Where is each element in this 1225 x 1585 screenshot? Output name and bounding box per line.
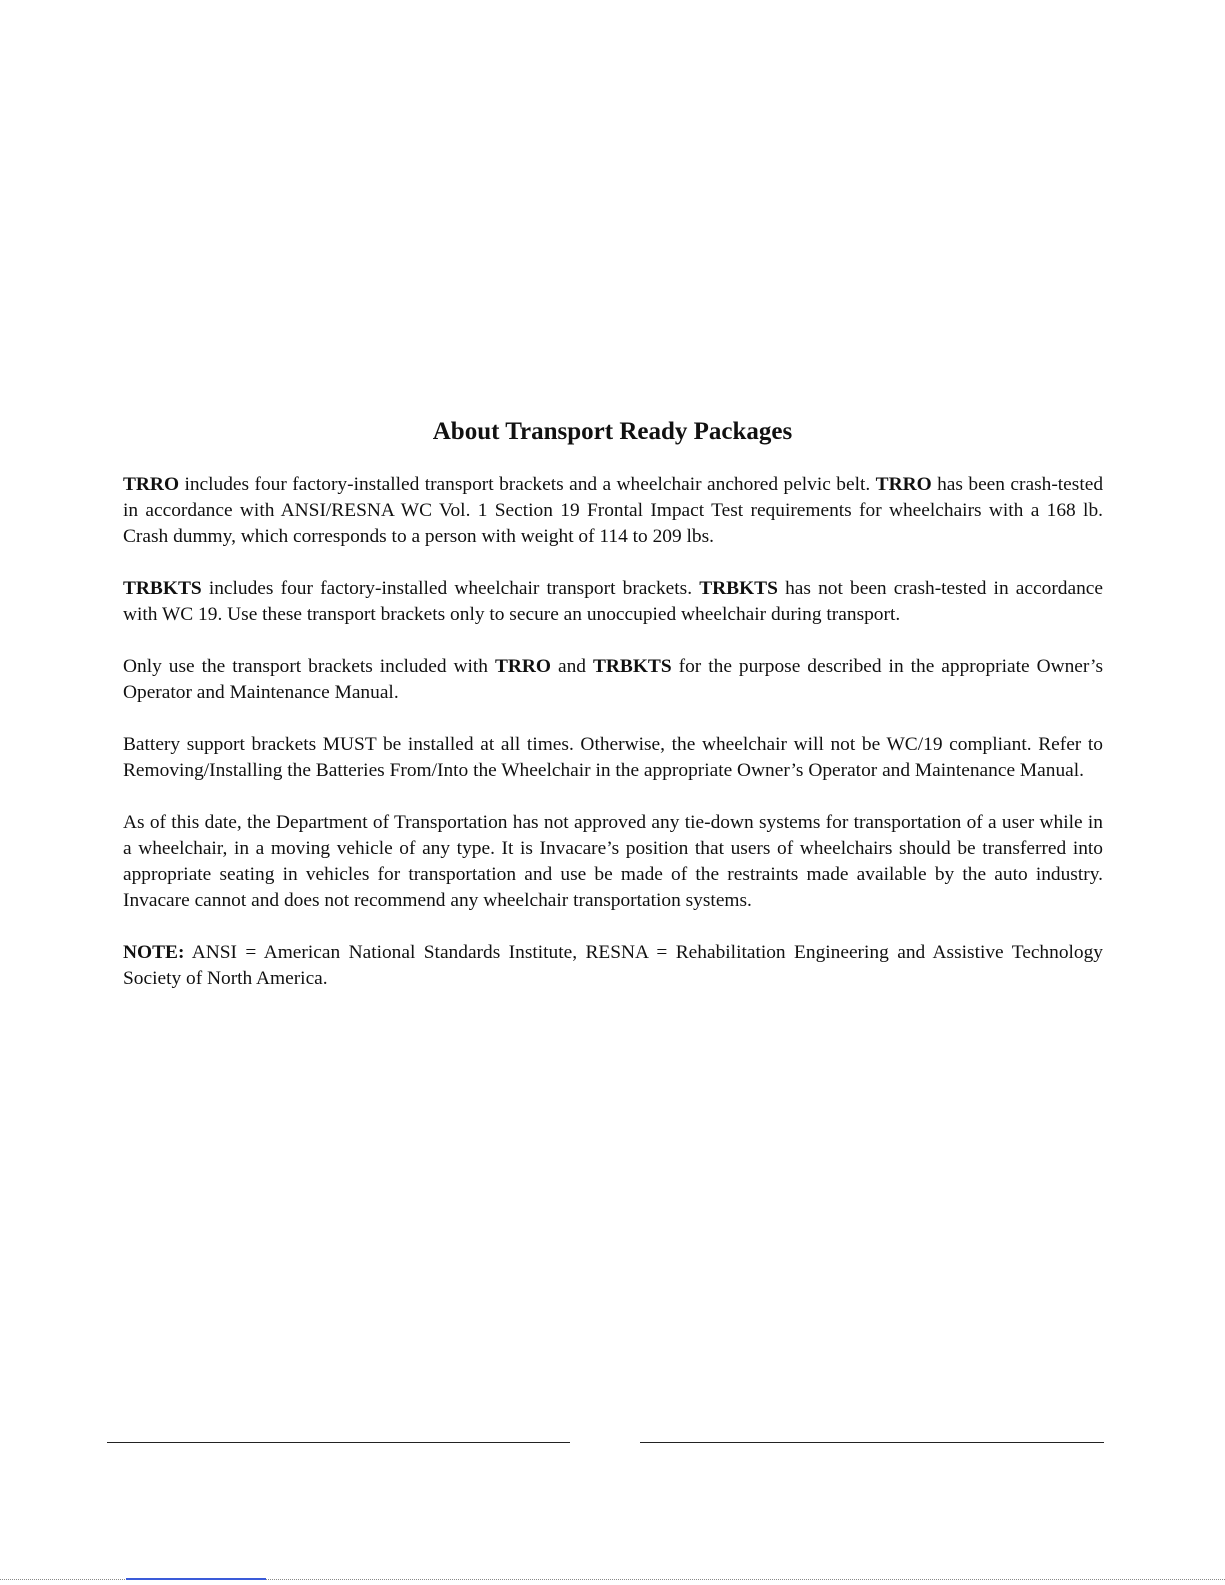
- paragraph-text: ANSI = American National Standards Institute, RESNA = Rehabilitation Engineering and Assistive Technology Society of North America.: [123, 942, 1103, 989]
- paragraph-text: has not been crash-tested in accordance with WC 19. Use these transport brackets only to secure an unoccupied wheelchair during transport.: [123, 578, 1103, 625]
- paragraph-text: has been crash-tested in accordance with ANSI/RESNA WC Vol. 1 Section 19 Frontal Impact Test requirements for wheelchairs with a 168 lb. Crash dummy, which corresponds to a person with weight of 114 to 209 lbs.: [123, 474, 1104, 547]
- paragraph-battery: [123, 732, 1103, 784]
- paragraph-trbkts: [123, 576, 1103, 628]
- footer-rule-left: [107, 1442, 570, 1443]
- paragraph-text: Only use the transport brackets included with: [123, 656, 495, 677]
- paragraph-text: As of this date, the Department of Transportation has not approved any tie-down systems for transportation of a user while in a wheelchair, in a moving vehicle of any type. It is Invacare’s position that users of wheelchairs should be transferred into appropriate seating in vehicles for transportation and use be made of the restraints made available by the auto industry. Invacare cannot and does not recommend any wheelchair transportation systems.: [123, 812, 1103, 911]
- page-title: About Transport Ready Packages: [432, 418, 793, 445]
- product-code-trbkts: TRBKTS: [699, 578, 778, 599]
- footer-rule-right: [640, 1442, 1104, 1443]
- note-label: NOTE:: [123, 942, 185, 963]
- link-underline: [126, 1578, 266, 1580]
- product-code-trro: TRRO: [123, 474, 180, 495]
- paragraph-text: includes four factory-installed wheelchair transport brackets.: [201, 578, 700, 599]
- product-code-trro: TRRO: [494, 656, 552, 677]
- paragraph-dot-position: [123, 810, 1103, 914]
- paragraph-text: and: [551, 656, 593, 677]
- paragraph-text: Battery support brackets MUST be installed at all times. Otherwise, the wheelchair will not be WC/19 compliant. Refer to Removing/Installing the Batteries From/Into the Wheelchair in the appropriate Owner’s Operator and Maintenance Manual.: [123, 734, 1103, 781]
- paragraph-usage: [123, 654, 1103, 706]
- paragraph-note: [123, 940, 1103, 992]
- product-code-trro: TRRO: [875, 474, 932, 495]
- paragraph-trro: [123, 472, 1103, 550]
- document-body: [123, 472, 1103, 1018]
- product-code-trbkts: TRBKTS: [592, 656, 672, 677]
- product-code-trbkts: TRBKTS: [123, 578, 202, 599]
- paragraph-text: for the purpose described in the appropriate Owner’s Operator and Maintenance Manual.: [123, 656, 1103, 703]
- paragraph-text: includes four factory-installed transport brackets and a wheelchair anchored pelvic belt.: [179, 474, 876, 495]
